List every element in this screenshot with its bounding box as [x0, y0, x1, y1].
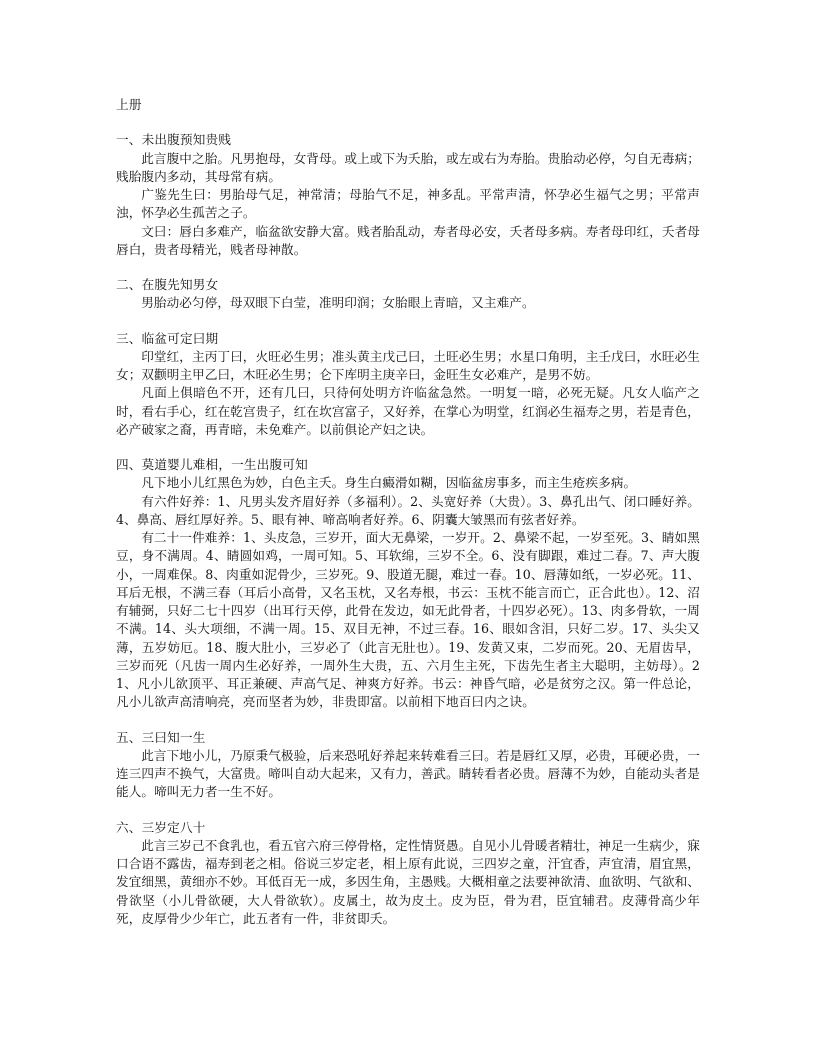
section-4-paragraph-1: 凡下地小儿红黑色为妙，白色主夭。身生白癜滑如糊，因临盆房事多，而主生疮疾多病。: [141, 475, 637, 491]
section-4-heading: 四、莫道婴儿难相，一生出腹可知: [116, 457, 308, 472]
section-1-paragraph-1: 此言腹中之胎。凡男抱母，女背母。或上或下为夭胎，或左或右为寿胎。贵胎动必停，匀自无毒病；贱胎腹内多动，其母常有病。: [116, 150, 700, 184]
section-4: [116, 456, 700, 712]
section-6: [116, 819, 700, 929]
section-3: [116, 330, 700, 440]
document-body: [116, 96, 700, 928]
section-2-heading: 二、在腹先知男女: [116, 277, 219, 292]
section-5-heading: 五、三曰知一生: [116, 729, 206, 745]
section-2: [116, 276, 700, 313]
section-3-paragraph-2: 凡面上俱暗色不开，还有几曰，只待何处明方许临盆急然。一明复一暗，必死无疑。凡女人临产之时，看右手心，红在乾宫贵子，红在坎宫富子，又好养，在掌心为明堂，红润必生福寿之男，若是青色，必产破家之裔，再青暗，未免难产。以前俱论产妇之诀。: [116, 385, 700, 437]
section-4-paragraph-2: 有六件好养：1、凡男头发齐眉好养（多福利）。2、头宽好养（大贵）。3、鼻孔出气、闭口睡好养。4、鼻高、唇红厚好养。5、眼有神、啼高响者好养。6、阴囊大皱黑而有弦者好养。: [116, 493, 700, 527]
section-4-paragraph-3: 有二十一件难养：1、头皮急，三岁开，面大无鼻梁，一岁开。2、鼻梁不起，一岁至死。3、睛如黑豆，身不满周。4、睛圆如鸡，一周可知。5、耳软绵，三岁不全。6、没有脚跟，难过二春。7、声大腹小，一周难保。8、肉重如泥骨少，三岁死。9、股道无腿，难过一春。10、唇薄如纸，一岁必死。11、耳后无根，不满三春（耳后小高骨，又名玉枕，又名寿根，书云：玉枕不能言而亡，正合此也）。12、沼有辅弼，只好二七十四岁（出耳行天停，此骨在发边，如无此骨者，十四岁必死）。13、肉多骨软，一周不满。14、头大项细，不满一周。15、双目无神，不过三春。16、眼如含泪，只好二岁。17、头尖又薄，五岁妨厄。18、腹大肚小，三岁必了（此言无肚也）。19、发黄又束，二岁而死。20、无眉齿早，三岁而死（凡齿一周内生必好养，一周外生大贵，五、六月生主死，下齿先生者主大聪明，主妨母）。21、凡小儿欲顶平、耳正兼硬、声高气足、神爽方好养。书云：神昏气暗，必是贫穷之汉。第一件总论，凡小儿欲声高清响亮，亮而坚者为妙，非贵即富。以前相下地百曰内之诀。: [116, 530, 700, 710]
section-2-paragraph-1: 男胎动必匀停，母双眼下白莹，准明印润；女胎眼上青暗，又主难产。: [141, 295, 535, 311]
section-1: [116, 131, 700, 259]
section-1-heading: 一、未出腹预知贵贱: [116, 132, 232, 148]
section-3-heading: 三、临盆可定曰期: [116, 330, 219, 346]
section-1-paragraph-3: 文曰：唇白多难产，临盆欲安静大富。贱者胎乱动，寿者母必安，夭者母多病。寿者母印红，夭者母唇白，贵者母精光，贱者母神散。: [116, 223, 700, 257]
section-5-paragraph-1: 此言下地小儿，乃原秉气极验，后来恐吼好养起来转难看三曰。若是唇红又厚，必贵，耳硬必贵，一连三四声不换气，大富贵。啼叫自动大起来，又有力，善武。睛转看者必贵。唇薄不为妙，自能动头者是能人。啼叫无力者一生不好。: [116, 747, 700, 800]
section-3-paragraph-1: 印堂红，主丙丁曰，火旺必生男；准头黄主戊己曰，土旺必生男；水星口角明，主壬戊曰，水旺必生女；双颧明主甲乙曰，木旺必生男；仑下库明主庚辛曰，金旺生女必难产，是男不妨。: [116, 348, 700, 382]
section-5: [116, 729, 700, 802]
section-6-heading: 六、三岁定八十: [116, 819, 206, 835]
section-6-paragraph-1: 此言三岁己不食乳也，看五官六府三停骨格，定性情贤愚。自见小儿骨暖者精壮，神足一生病少，寐口合语不露齿，福寿到老之相。俗说三岁定老，相上原有此说，三四岁之童，汗宜香，声宜清，眉宜黑，发宜细黑，黄细亦不妙。耳低百无一成，多因生角，主愚贱。大概相童之法要神欲清、血欲明、气欲和、骨欲坚（小儿骨欲硬，大人骨欲软）。皮属土，故为皮土。皮为臣，骨为君，臣宜辅君。皮薄骨高少年死，皮厚骨少少年亡，此五者有一件，非贫即夭。: [116, 837, 700, 926]
document-title: 上册: [116, 97, 142, 112]
section-1-paragraph-2: 广鉴先生曰：男胎母气足，神常清；母胎气不足，神多乱。平常声清，怀孕必生福气之男；平常声浊，怀孕必生孤苦之子。: [116, 187, 700, 221]
